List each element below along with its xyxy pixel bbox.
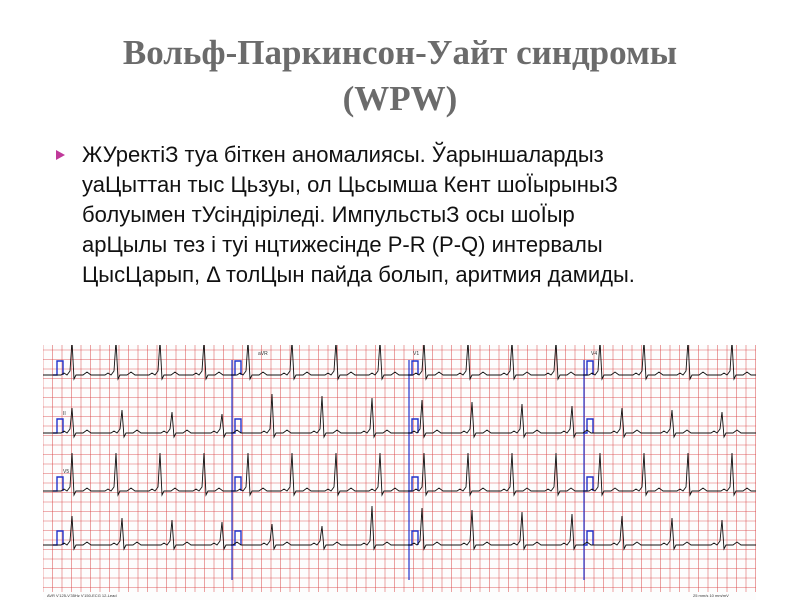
bullet-line-2: уаЦыттан тыс Цьзуы, ол Цьсымша Кент шоЇырыныЗ	[82, 172, 618, 197]
ecg-trace	[43, 394, 756, 437]
ecg-strip	[43, 345, 756, 600]
bullet-line-1: ЖУректіЗ туа біткен аномалиясы. Ўарыншалардыз	[82, 142, 604, 167]
ecg-trace	[43, 506, 756, 549]
calibration-pulses	[53, 360, 593, 580]
ecg-trace	[43, 453, 756, 495]
title-line-1: Вольф-Паркинсон-Уайт синдромы	[122, 33, 678, 72]
ecg-grid	[43, 345, 756, 592]
bullet-text	[82, 140, 756, 290]
bullet-line-5: ЦысЦарып, Δ толЦын пайда болып, аритмия дамиды.	[82, 262, 635, 287]
slide-title	[40, 30, 760, 122]
lead-labels	[63, 351, 597, 475]
lead-label: V1	[413, 351, 420, 357]
lead-label: II	[63, 411, 66, 417]
bullet-item	[56, 140, 756, 290]
ecg-image	[43, 345, 756, 600]
ecg-traces	[43, 345, 756, 549]
calibration-pulse	[53, 477, 63, 491]
title-line-2: (WPW)	[342, 79, 458, 118]
ecg-footer-right: 25 mm/s 10 mm/mV	[693, 593, 729, 598]
bullet-arrow-icon	[56, 150, 65, 160]
lead-label: aVR	[258, 351, 268, 357]
calibration-pulse	[53, 531, 63, 545]
lead-label: V4	[591, 351, 598, 357]
ecg-footer-left: AVR Ѵ125-Ѵ35Hz Ѵ150-ECG 12-Lead	[47, 593, 117, 598]
calibration-pulse	[53, 361, 63, 375]
lead-label: V5	[63, 469, 70, 475]
bullet-line-4: арЦылы тез і туі нцтижесінде P-R (P-Q) интервалы	[82, 232, 603, 257]
bullet-line-3: болуымен тУсіндіріледі. ИмпульстыЗ осы шоЇыр	[82, 202, 575, 227]
